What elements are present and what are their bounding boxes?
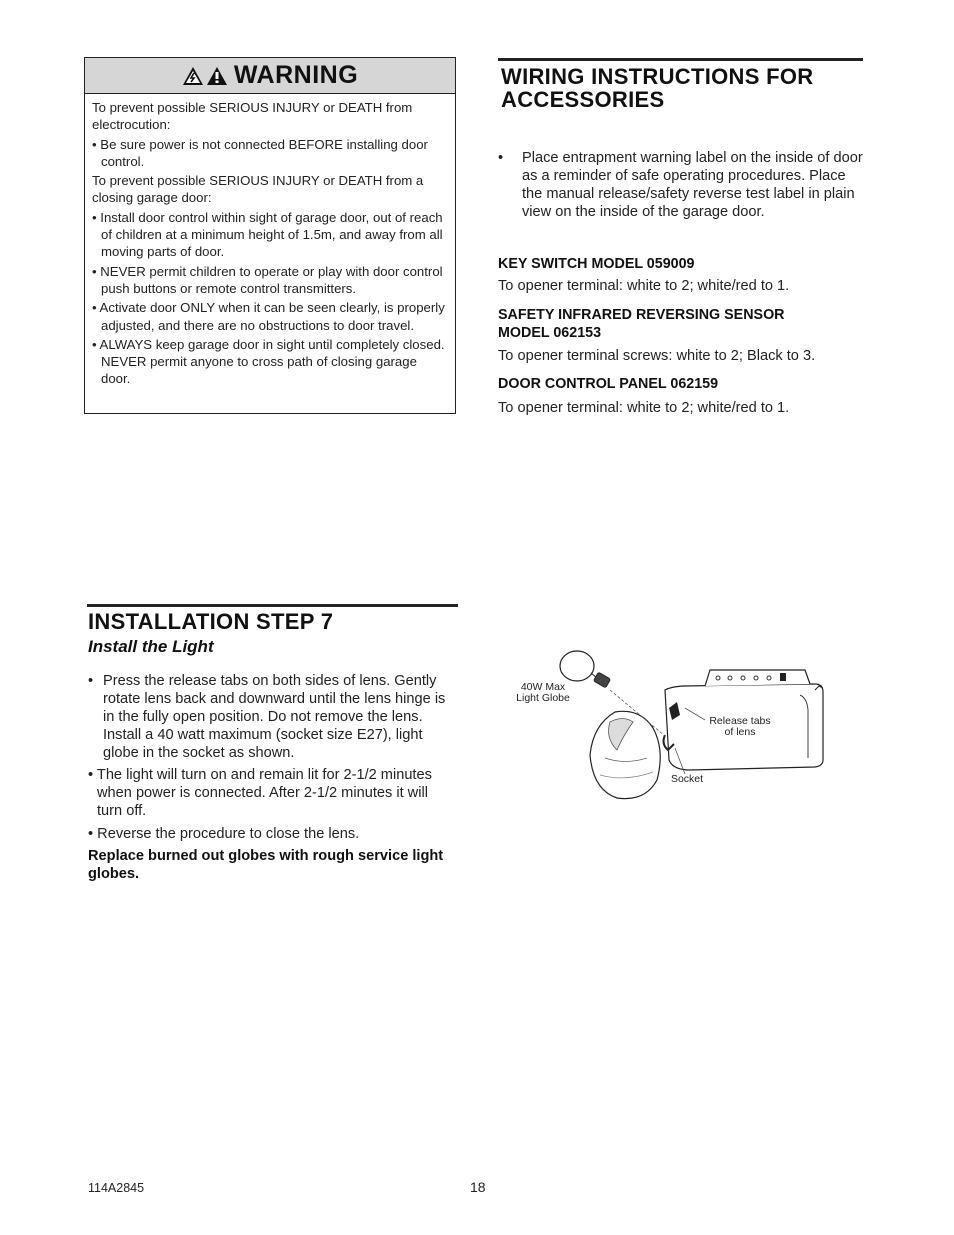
warning-header [85, 58, 455, 94]
globe-label [507, 682, 579, 704]
step7-heading-rule [87, 604, 458, 607]
key-switch-heading: KEY SWITCH MODEL 059009 [498, 256, 695, 272]
warning-box [84, 57, 456, 414]
warning-icons [182, 66, 228, 86]
step7-bullet-light-timer: • The light will turn on and remain lit for 2-1/2 minutes when power is connected. After 2-1/2 minutes it will turn off. [88, 767, 432, 819]
door-control-heading: DOOR CONTROL PANEL 062159 [498, 376, 719, 392]
warning-bullet-power: • Be sure power is not connected BEFORE installing door control. [92, 136, 428, 169]
warning-bullet-activate: • Activate door ONLY when it can be seen clearly, is properly adjusted, and there are no obstructions to door travel. [92, 300, 445, 333]
page-number: 18 [470, 1179, 486, 1195]
wiring-bullet-text: Place entrapment warning label on the inside of door as a reminder of safe operating procedures. Place the manual release/safety reverse test label in plain view on the inside of the garage door. [522, 150, 863, 220]
step7-bullet-release-tabs [88, 672, 460, 762]
wiring-heading-line2: ACCESSORIES [501, 87, 665, 112]
globe-label-line1: 40W Max [520, 681, 566, 693]
release-tabs-label [701, 716, 779, 738]
socket-label: Socket [670, 773, 704, 785]
globe-label-line2: Light Globe [516, 692, 570, 704]
electric-shock-warning-icon [182, 66, 204, 86]
step7-bullet-reverse: • Reverse the procedure to close the lens. [88, 826, 360, 842]
wiring-heading-line1: WIRING INSTRUCTIONS FOR [501, 64, 814, 89]
document-number: 114A2845 [88, 1181, 145, 1195]
door-control-text: To opener terminal: white to 2; white/red to 1. [498, 400, 790, 416]
warning-bullet-install-control: • Install door control within sight of garage door, out of reach of children at a minimum height of 1.5m, and away from all moving parts of door. [92, 209, 443, 260]
warning-intro-electrocution: To prevent possible SERIOUS INJURY or DEATH from electrocution: [92, 100, 413, 133]
warning-bullet-keep-in-sight: • ALWAYS keep garage door in sight until completely closed. NEVER permit anyone to cross path of closing garage door. [92, 336, 445, 387]
sensor-text: To opener terminal screws: white to 2; Black to 3. [498, 348, 816, 364]
wiring-heading-rule [498, 58, 863, 61]
light-install-diagram [505, 640, 845, 810]
sensor-heading: SAFETY INFRARED REVERSING SENSOR MODEL 062153 [498, 307, 785, 341]
warning-bullet-children: • NEVER permit children to operate or play with door control push buttons or remote control transmitters. [92, 263, 443, 296]
release-tabs-label-line1: Release tabs [709, 715, 771, 727]
warning-body [85, 94, 455, 388]
wiring-heading [501, 65, 871, 111]
step7-subtitle: Install the Light [88, 637, 214, 656]
warning-title: WARNING [233, 61, 359, 89]
wiring-bullet [498, 149, 868, 221]
exclamation-warning-icon [206, 66, 228, 86]
key-switch-text: To opener terminal: white to 2; white/red to 1. [498, 278, 790, 294]
bullet-mark: • [498, 150, 504, 166]
step7-title: INSTALLATION STEP 7 [88, 609, 334, 634]
warning-intro-closing-door: To prevent possible SERIOUS INJURY or DEATH from a closing garage door: [92, 173, 424, 206]
bullet-mark: • [88, 673, 94, 689]
step7-note: Replace burned out globes with rough service light globes. [88, 848, 444, 882]
release-tabs-label-line2: of lens [724, 726, 756, 738]
step7-bullet-release-tabs-text: Press the release tabs on both sides of lens. Gently rotate lens back and downward until the lens hinge is in the fully open position. Do not remove the lens. Install a 40 watt maximum (socket size E27), light globe in the socket as shown. [103, 673, 446, 761]
